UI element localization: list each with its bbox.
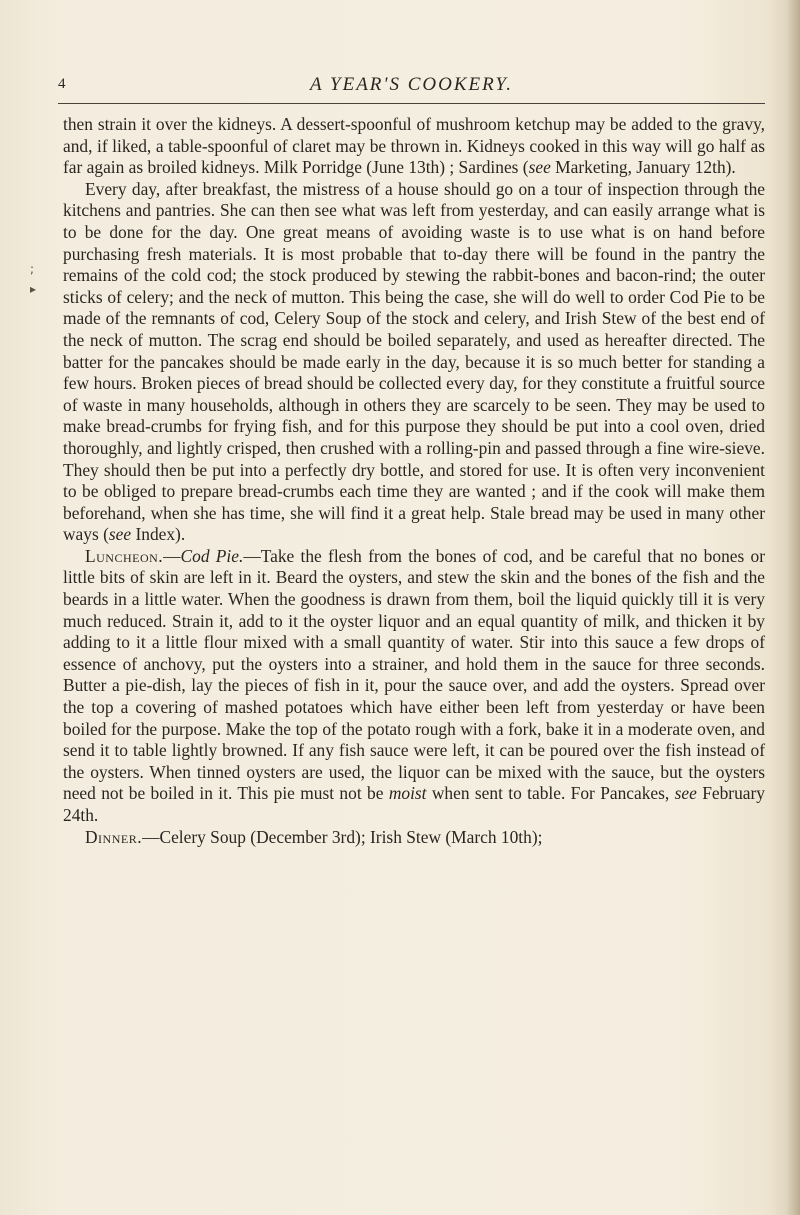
text-run: Index). [131,524,186,545]
meal-heading-luncheon: Luncheon. [85,545,164,566]
page-number: 4 [58,76,66,92]
page-edge-shadow [786,0,800,1215]
dash: — [163,545,181,566]
recipe-title-cod-pie: Cod Pie. [180,545,244,566]
text-run: when sent to table. For Pancakes, [426,783,675,804]
paragraph-inspection [63,179,765,546]
text-run: —Celery Soup (December 3rd); Irish Stew (March 10th); [142,826,543,847]
see-reference: see [108,524,132,545]
text-run: —Take the flesh from the bones of cod, and be careful that no bones or little bits of skin are left in it. Beard the oysters, and stew the skin and the bones of the fish and the beards in a little water. When the goodness is drawn from them, boil the liquid quickly till it is very much reduced. Strain it, add to it the oyster liquor and an equal quantity of milk, and thicken it by adding to it a little flour mixed with a small quantity of water. Stir into this sauce a few drops of essence of anchovy, put the oysters into a strainer, and hold them in the sauce for three seconds. Butter a pie-dish, lay the pieces of fish in it, pour the sauce over, and add the oysters. Spread over the top a covering of mashed potatoes which have either been left from yesterday or have been boiled for the purpose. Make the top of the potato rough with a fork, bake it in a moderate oven, and send it to table lightly browned. If any fish sauce were left, it can be poured over the fish instead of the oysters. When tinned oysters are used, the liquor can be mixed with the sauce, but the oysters need not be boiled in it. This pie must not be [63,545,766,804]
text-run: February 24th. [63,783,765,825]
see-reference: see [674,783,697,804]
paragraph-luncheon [63,546,765,827]
header-rule [58,103,765,104]
margin-mark-semicolon: ; [30,262,35,276]
text-run: then strain it over the kidneys. A dessert-spoonful of mushroom ketchup may be added to the gravy, and, if liked, a table-spoonful of claret may be thrown in. Kidneys cooked in this way will go half as far again as broiled kidneys. Milk Porridge (June 13th) ; Sardines ( [63,114,765,178]
running-title: A YEAR'S COOKERY. [310,74,513,95]
emphasis-moist: moist [388,783,427,804]
text-run: Marketing, January 12th). [550,157,736,178]
page-header [58,74,765,102]
see-reference: see [528,157,551,178]
paragraph-dinner [63,827,765,849]
body-text [63,114,765,848]
margin-mark-arrow: ▸ [30,282,37,296]
meal-heading-dinner: Dinner. [85,826,143,847]
text-run: Every day, after breakfast, the mistress of a house should go on a tour of inspection through the kitchens and pantries. She can then see what was left from yesterday, and can easily arrange what is to be done for the day. One great means of avoiding waste is to use what is on hand before purchasing fresh materials. It is most probable that to-day there will be found in the pantry the remains of the cold cod; the stock produced by stewing the rabbit-bones and bacon-rind; the outer sticks of celery; and the neck of mutton. This being the case, she will do well to order Cod Pie to be made of the remnants of cod, Celery Soup of the stock and celery, and Irish Stew of the best end of the neck of mutton. The scrag end should be boiled separately, and used as hereafter directed. The batter for the pancakes should be made early in the day, because it is so much better for standing a few hours. Broken pieces of bread should be collected every day, for they constitute a fruitful source of waste in many households, although in others they are scarcely to be seen. They may be used to make bread-crumbs for frying fish, and for this purpose they should be put into a cool oven, dried thoroughly, and lightly crisped, then crushed with a rolling-pin and passed through a fine wire-sieve. They should then be put into a perfectly dry bottle, and stored for use. It is often very inconvenient to be obliged to prepare bread-crumbs each time they are wanted ; and if the cook will make them beforehand, when she has time, she will find it a great help. Stale bread may be used in many other ways ( [63,178,765,545]
paragraph-continuation [63,114,765,179]
